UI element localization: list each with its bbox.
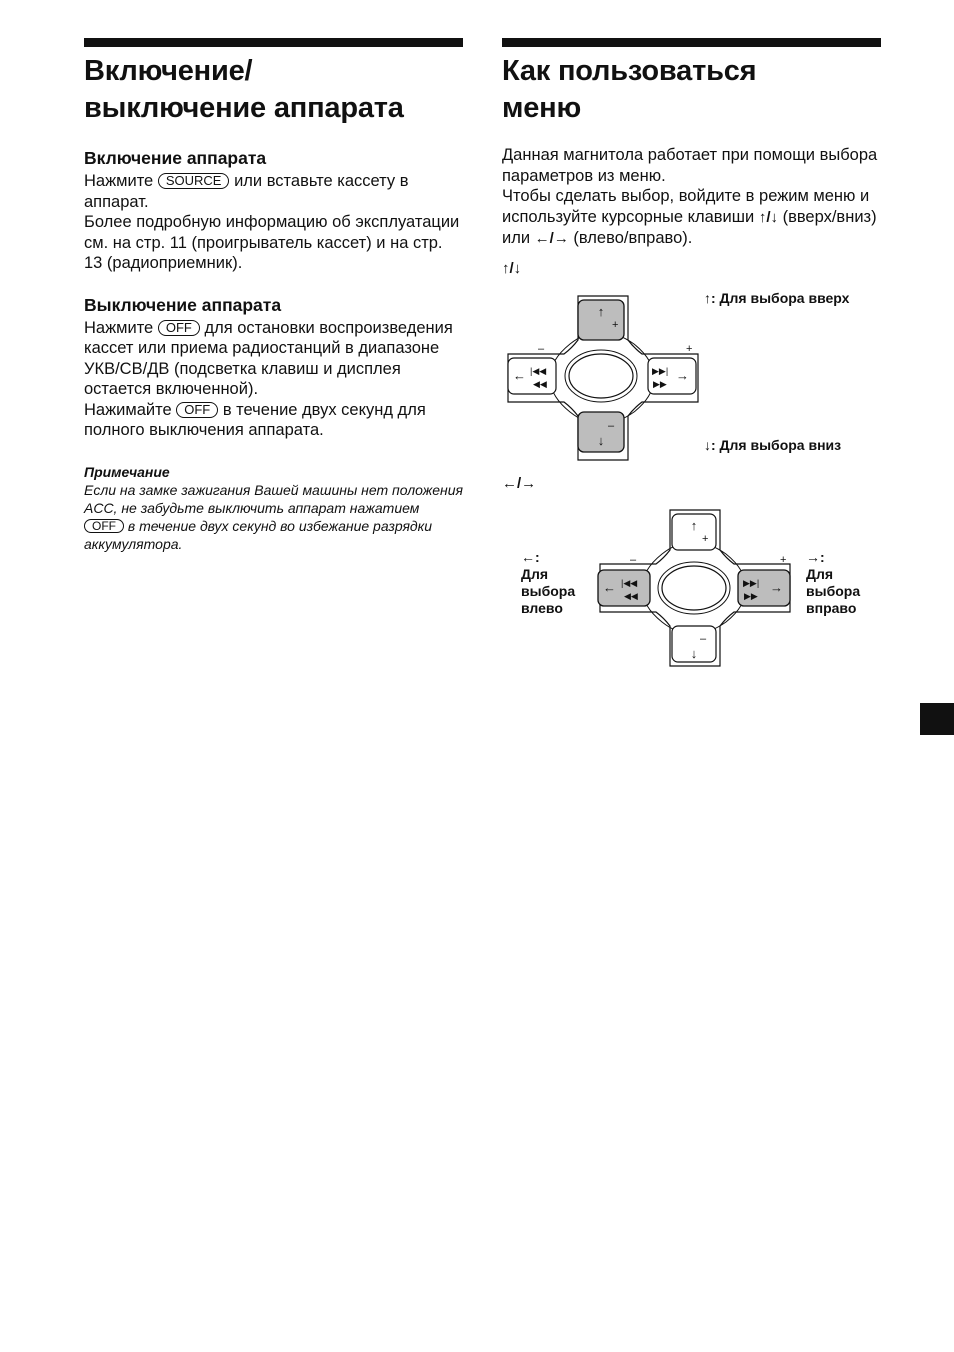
- svg-text:+: +: [780, 554, 787, 566]
- label-select-up: ↑: Для выбора вверх: [704, 290, 850, 306]
- column-menu: [502, 38, 881, 250]
- svg-text:–: –: [630, 554, 637, 566]
- svg-text:+: +: [612, 319, 619, 331]
- arrow-down-icon: ↓: [597, 433, 605, 448]
- center-button: [569, 354, 633, 398]
- power-off-instruction: Нажмите OFF для остановки воспроизведения кассет или приема радиостанций в диапазоне УКВ/СВ/ДВ (подсветка клавиш и дисплея остается включенной). Нажимайте OFF в течение двух секунд для полного выключения аппарата.: [84, 318, 453, 439]
- next-track-icon: ▶▶|: [652, 366, 669, 376]
- off-key: OFF: [158, 320, 200, 336]
- next-track-icon: ▶▶|: [743, 578, 760, 588]
- center-button: [662, 566, 726, 610]
- svg-text:–: –: [608, 420, 615, 432]
- prev-track-icon: |◀◀: [530, 366, 547, 376]
- left-right-arrows-icon: ←/→: [534, 230, 569, 247]
- up-down-arrows-icon: ↑/↓: [758, 208, 778, 226]
- section-rule: [84, 38, 463, 47]
- label-select-down: ↓: Для выбора вниз: [704, 437, 842, 453]
- arrow-right-icon: →: [676, 368, 689, 383]
- fast-forward-icon: ▶▶: [744, 591, 758, 601]
- label-select-left: ←: Для выбора влево: [521, 549, 576, 616]
- menu-intro: Данная магнитола работает при помощи выбора параметров из меню. Чтобы сделать выбор, войдите в режим меню и используйте курсорные клавиши ↑/↓ (вверх/вниз) или ←/→ (влево/вправо).: [502, 146, 878, 247]
- arrow-right-icon: →: [770, 580, 783, 595]
- power-on-instruction: Нажмите SOURCE или вставьте кассету в аппарат. Более подробную информацию об эксплуатации см. на стр. 11 (проигрыватель кассет) и на стр. 13 (радиоприемник).: [84, 172, 460, 272]
- dpad-diagram-updown: [500, 292, 705, 464]
- off-key: OFF: [84, 519, 124, 533]
- arrow-left-icon: ←: [513, 368, 526, 383]
- rewind-icon: ◀◀: [533, 379, 547, 389]
- arrow-up-icon: ↑: [597, 304, 605, 319]
- prev-track-icon: |◀◀: [621, 578, 638, 588]
- note-title: Примечание: [84, 463, 170, 480]
- svg-text:+: +: [686, 343, 693, 355]
- fast-forward-icon: ▶▶: [653, 379, 667, 389]
- rewind-icon: ◀◀: [624, 591, 638, 601]
- svg-text:–: –: [700, 633, 707, 645]
- svg-text:+: +: [702, 533, 709, 545]
- heading-power-on: Включение аппарата: [84, 148, 267, 168]
- dpad-diagram-leftright: [592, 508, 797, 668]
- note-text: Если на замке зажигания Вашей машины нет положения ACC, не забудьте выключить аппарат нажатием OFF в течение двух секунд во избежание разрядки аккумулятора.: [84, 481, 463, 552]
- column-power: [84, 38, 463, 553]
- svg-text:–: –: [538, 343, 545, 355]
- arrow-down-icon: ↓: [690, 646, 698, 661]
- heading-power-off: Выключение аппарата: [84, 294, 282, 315]
- label-select-right: →: Для выбора вправо: [806, 549, 861, 616]
- off-key: OFF: [176, 402, 218, 418]
- section-updown-label: ↑/↓: [502, 260, 522, 277]
- section-leftright-label: ←/→: [502, 475, 537, 492]
- page-edge-tab: [920, 703, 954, 735]
- page-title-power: Включение/ выключение аппарата: [84, 55, 404, 124]
- arrow-left-icon: ←: [603, 580, 616, 595]
- arrow-up-icon: ↑: [690, 518, 698, 533]
- section-rule: [502, 38, 881, 47]
- source-key: SOURCE: [158, 173, 230, 189]
- page-title-menu: Как пользоваться меню: [502, 55, 757, 124]
